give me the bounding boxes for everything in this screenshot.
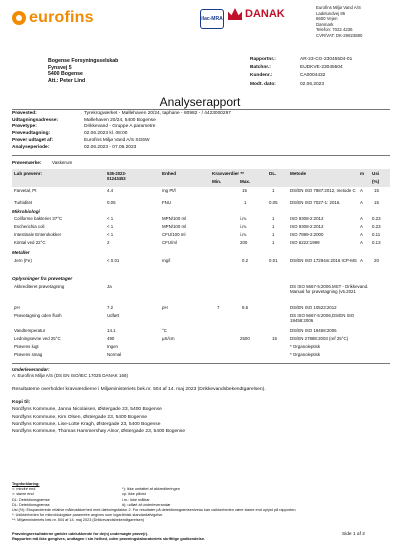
cell-method: DS/EN ISO 17294m:2016 ICP-MS <box>290 258 357 263</box>
info-value: 02.06.2023 kl. 08:00 <box>84 131 128 137</box>
cell-value: Ingen <box>107 344 118 349</box>
report-references <box>250 55 352 89</box>
legend-note: *: Usikkerheden for mikrobiologiske parametre angives som logaritmisk standardafvigelse. <box>12 513 164 518</box>
address-line: CVR/VAT: DK-29823880 <box>316 32 363 38</box>
danak-text: DANAK <box>245 8 285 20</box>
cell-unc: 0.23 <box>372 216 381 221</box>
danak-logo <box>228 8 285 20</box>
sample-mark <box>12 160 72 165</box>
table-row <box>12 188 390 200</box>
cell-param: Coliforme bakterier 37°C <box>14 216 63 221</box>
cell-unit: CFU/ml <box>162 240 177 245</box>
sample-mark-label: Prøvemærke: <box>12 160 42 165</box>
client-line: Att.: Peter Lind <box>48 77 86 84</box>
header-unc: Usi <box>372 171 380 176</box>
cell-m: A <box>360 216 363 221</box>
client-address <box>48 58 118 84</box>
divider <box>12 155 390 156</box>
cell-unit: µS/cm <box>162 336 175 341</box>
header-sample-id: 535-2023-01243453 <box>107 171 127 181</box>
cell-max: i.m. <box>240 216 248 221</box>
footer-line: Rapporten må ikke gengives, undtagen i sin helhed, uden prøvningslaboratoriets skriftlige godkendelse. <box>12 536 206 542</box>
cell-m: A <box>360 200 363 205</box>
subcontractor-value: A: Eurofins Miljø A/S (DS EN ISO/IEC 17025 DANAK 168) <box>12 373 129 378</box>
client-line: Fynsvej 5 <box>48 64 72 71</box>
cell-param: pH <box>14 305 20 310</box>
sample-info <box>12 110 231 151</box>
cell-max: 0.2 <box>242 258 249 263</box>
footer-line: Prøvningsresultaterne gælder udelukkende for de(n) undersøgte prøve(r). <box>12 531 149 536</box>
cell-param: Prøvens smag <box>14 352 43 357</box>
address-line: Telefon: 7022 4236 <box>316 27 353 33</box>
legend-item: *): Ikke omfattet af akkrediteringen <box>122 487 180 492</box>
cell-max: 8.5 <box>242 305 249 310</box>
legend-item: >: større end <box>12 492 34 497</box>
header-dl: DL. <box>269 171 277 176</box>
cell-unc: 0.13 <box>372 240 381 245</box>
ref-value: AR-23-CG-23045504-01 <box>300 56 353 62</box>
cell-method: DS/EN 27888:2003 (ref 25°C) <box>290 336 349 341</box>
cell-max: 200 <box>240 240 248 245</box>
cell-method: DS ISO 5667-5:2006.MST - Drikkevand. Manual for prøvetagning (v5.2021 <box>290 284 369 294</box>
cell-value: < 1 <box>107 232 114 237</box>
cell-param: Ledningsevne ved 25°C <box>14 336 61 341</box>
legend-item: DL: Detektionsgrænse <box>12 502 50 507</box>
section-sampler-info: Oplysninger fra prøvetager <box>12 276 73 281</box>
cell-unit: °C <box>162 328 167 333</box>
cell-max: 15 <box>242 188 247 193</box>
cell-unit: MPN/100 ml <box>162 224 187 229</box>
cell-dl: 1 <box>272 240 275 245</box>
cell-value: < 0.01 <box>107 258 120 263</box>
copy-item: Nordfyns Kommune, Lise-Lotte Kragh, Østergade 23, 5400 Bogense <box>12 421 161 427</box>
cell-m: A <box>360 258 363 263</box>
cell-value: 14.1 <box>107 328 116 333</box>
cell-dl: 15 <box>272 336 277 341</box>
cell-unc: 15 <box>374 200 379 205</box>
copy-label: Kopi til: <box>12 400 31 405</box>
info-label: Prøveudtagning: <box>12 131 51 137</box>
cell-dl: 1 <box>272 232 275 237</box>
cell-unit: MPN/100 ml <box>162 216 187 221</box>
cell-param: Kimtal ved 22°C <box>14 240 46 245</box>
legend-grid <box>12 487 297 508</box>
cell-m: A <box>360 232 363 237</box>
cell-method: ISO 6222:1999 <box>290 240 320 245</box>
cell-method: * Organoleptisk <box>290 344 321 349</box>
legend-item: <: mindre end <box>12 487 36 492</box>
cell-unc: 20 <box>374 258 379 263</box>
cell-unit: pH <box>162 305 168 310</box>
cell-unit: CFU/100 ml <box>162 232 186 237</box>
cell-value: Udført <box>107 313 120 318</box>
crown-icon <box>228 8 242 20</box>
cell-max: i.m. <box>240 232 248 237</box>
cell-param: Vandtemperatur <box>14 328 46 333</box>
info-label: Prøver udtaget af: <box>12 138 54 144</box>
legend-item: DL: Detektionsgrænse <box>12 497 50 502</box>
cell-param: Akkrediteret prøvetagning <box>14 284 65 289</box>
cell-unit: mg/l <box>162 258 171 263</box>
address-line: Danmark <box>316 21 334 27</box>
cell-param: Farvetal, Pt <box>14 188 37 193</box>
header-unit: Enhed <box>162 171 177 176</box>
legend-item: #): udført af underleverandør <box>122 502 171 507</box>
cell-param: Escherichia coli <box>14 224 45 229</box>
ref-label: Rapportnr.: <box>250 56 276 62</box>
cell-value: Normal <box>107 352 122 357</box>
cell-max: i.m. <box>240 224 248 229</box>
copy-recipients <box>12 399 185 435</box>
page-title: Analyserapport <box>159 95 241 109</box>
cell-value: 2 <box>107 240 110 245</box>
info-value: 02.06.2023 - 07.06.2023 <box>84 144 137 150</box>
cell-value: 0.05 <box>107 200 116 205</box>
company-address <box>316 5 362 39</box>
cell-m: A <box>360 188 363 193</box>
logo-text: eurofins <box>29 9 94 26</box>
header-method: Metode <box>290 171 307 176</box>
copy-item: Nordfyns Kommune, Janna Nicolaisen, Østergade 23, 5400 Bogense <box>12 407 162 413</box>
ref-label: Kundenr.: <box>250 73 273 79</box>
page-number: Side 1 af 2 <box>342 532 365 537</box>
header-max: Max. <box>240 179 251 184</box>
address-line: Ladelundvej 85 <box>316 10 346 16</box>
info-label: Prøvetype: <box>12 124 37 130</box>
cell-unc: 0.11 <box>372 232 381 237</box>
cell-value: 490 <box>107 336 115 341</box>
address-line: Eurofins Miljø Vand A/S <box>316 5 361 10</box>
header-lab: Lab prøvenr: <box>14 171 43 176</box>
subcontractor-note <box>12 367 128 379</box>
table-header <box>12 169 390 187</box>
cell-param: Jern (Fe) <box>14 258 32 263</box>
subcontractor-label: Underleverandør: <box>12 367 50 372</box>
client-line: 5400 Bogense <box>48 71 83 78</box>
cell-min: 2500 <box>240 336 250 341</box>
copy-item: Nordfyns Kommune, Thomas Hammershøy Alnor, Østergade 23, 5400 Bogense <box>12 429 186 435</box>
result-statement: Resultaterne overholder kravværdierne i Miljøministeriets bek.nr. 504 af 14. maj 2023 (Drikkevandsbekendtgørelsen). <box>12 387 266 392</box>
cell-method: DS ISO 5667-5:2006,DS/EN ISO 19458:2006 <box>290 313 355 323</box>
sample-mark-value: Vaskerum <box>52 160 73 165</box>
cell-dl: 1 <box>272 188 275 193</box>
cell-value: < 1 <box>107 224 114 229</box>
info-label: Udtagningsadresse: <box>12 117 59 123</box>
footer <box>12 531 205 541</box>
ref-label: Modt. dato: <box>250 81 276 87</box>
cell-method: DS/EN ISO 10523:2012 <box>290 305 337 310</box>
cell-param: Prøvens lugt <box>14 344 39 349</box>
ref-label: Batchnr.: <box>250 65 271 71</box>
cell-method: DS/EN ISO 19458:2006 <box>290 328 337 333</box>
ref-value: CA0004432 <box>300 73 326 79</box>
cell-unc: 0.23 <box>372 224 381 229</box>
cell-min: 7 <box>217 305 220 310</box>
cell-param: Prøvetagning oden flush <box>14 313 62 318</box>
cell-dl: 0.01 <box>269 258 278 263</box>
cell-method: DS/EN ISO 7027-1: 2016. <box>290 200 341 205</box>
ref-value: EUDKVE-23045504 <box>300 65 343 71</box>
cell-m: A <box>360 224 363 229</box>
cell-method: ISO 9308-2:2012 <box>290 216 324 221</box>
address-line: 6600 Vejen <box>316 16 338 22</box>
cell-value: 7.2 <box>107 305 114 310</box>
cell-method: ISO 7899-2:2000 <box>290 232 324 237</box>
cell-m: A <box>360 240 363 245</box>
info-label: Analyseperiode: <box>12 144 50 150</box>
cell-dl: 0.05 <box>269 200 278 205</box>
legend-title: Tegnforklaring: <box>12 482 40 486</box>
legend <box>12 482 297 524</box>
section-microbiology: Mikrobiologi <box>12 209 40 214</box>
cell-method: DS/EN ISO 7887:2012, metode C <box>290 188 356 193</box>
copy-item: Nordfyns Kommune, Kim Olsen, Østergade 23, 5400 Bogense <box>12 414 148 420</box>
cell-max: 1 <box>244 200 247 205</box>
info-value: Tyrekrogværket - Møllehaven 20/24, taphane - 80982 - / 4423000297 <box>84 110 231 116</box>
info-label: Prøvested: <box>12 110 37 116</box>
cell-unit: mg Pt/l <box>162 188 176 193</box>
info-value: Drikkevand - Gruppe A parametre <box>84 124 156 130</box>
cell-dl: 1 <box>272 216 275 221</box>
cell-unc: 15 <box>374 188 379 193</box>
header-min: Min. <box>212 179 222 184</box>
legend-note: **: Miljøministeriets bek.nr. 504 af 14. maj 2023 (Drikkevandsbekendtgørelsen) <box>12 518 145 523</box>
cell-value: 4.4 <box>107 188 114 193</box>
client-line: Bogense Forsyningsselskab <box>48 58 119 64</box>
eurofins-logo-icon <box>12 11 26 25</box>
section-metals: Metaller <box>12 250 30 255</box>
ref-value: 02.06.2023 <box>300 81 325 87</box>
cell-value: Ja <box>107 284 112 289</box>
cell-param: Turbiditet <box>14 200 33 205</box>
info-value: Møllehaven 20/24, 5400 Bogense <box>84 117 156 123</box>
legend-item: cp: ikke påvist <box>122 492 146 497</box>
cell-param: Intestinale Enterokokker <box>14 232 62 237</box>
ilac-mra-logo: ilac-MRA <box>200 9 224 29</box>
cell-unit: FNU <box>162 200 172 205</box>
divider <box>12 363 390 364</box>
legend-note: Usi (%): Ekspanderede relative måleusikkerhed med dækningsfaktor 2. For resultater på detektionsgrænseniveau kan usikkerheden være større end oplyst på rapporten. <box>12 508 297 513</box>
cell-dl: 1 <box>272 224 275 229</box>
legend-item: i.m.: ikke målbar <box>122 497 150 502</box>
cell-method: ISO 9308-2:2012 <box>290 224 324 229</box>
header-m: m <box>360 171 365 176</box>
cell-method: * Organoleptisk <box>290 352 321 357</box>
cell-value: < 1 <box>107 216 114 221</box>
header-unc-pct: (%) <box>372 179 380 184</box>
header-krav: Kravværdier ** <box>212 171 244 176</box>
eurofins-logo <box>12 7 94 29</box>
table-row <box>12 200 390 208</box>
info-value: Eurofins Miljø Vand A/S SG6W <box>84 138 150 144</box>
